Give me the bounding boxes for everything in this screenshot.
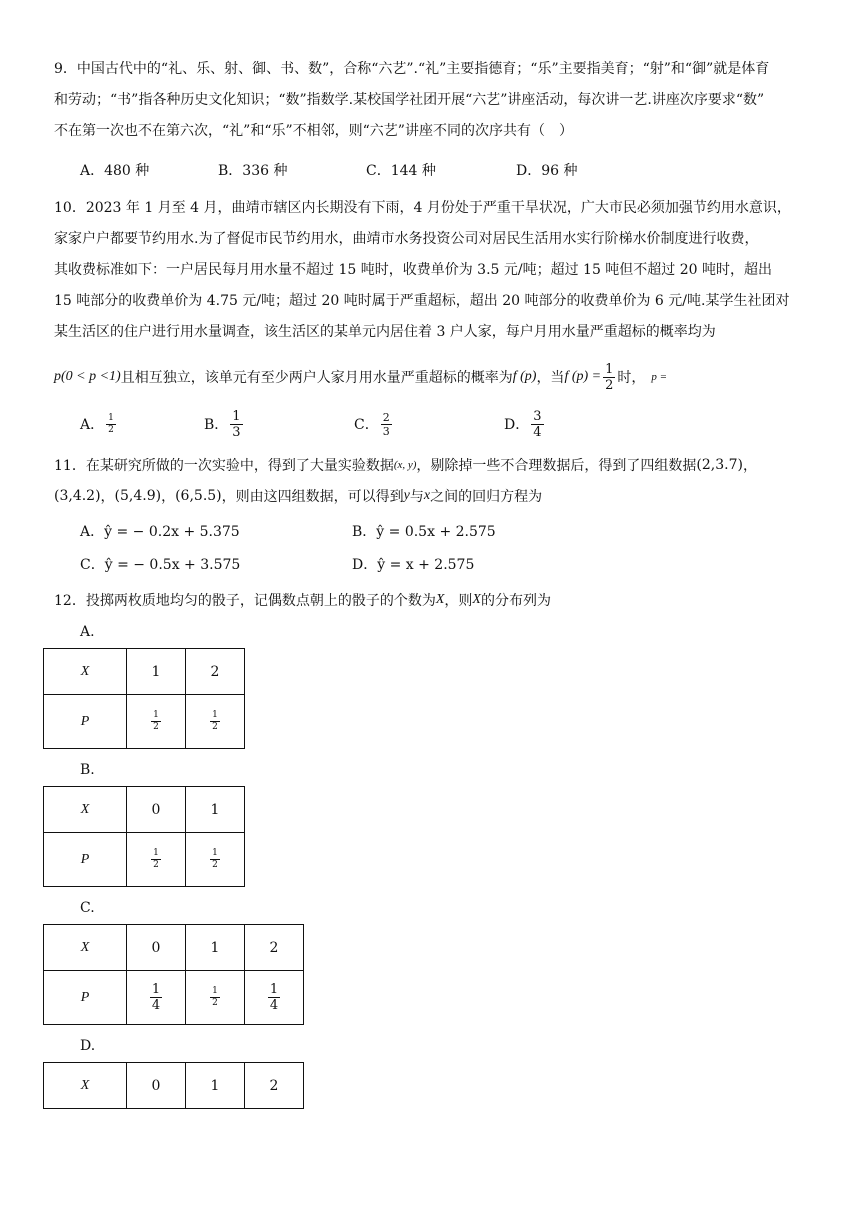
q12-option-a-table: [43, 648, 245, 749]
q9-option-a[interactable]: A．480 种: [80, 163, 150, 179]
q10-fp: f (p): [512, 369, 537, 384]
table-header-x: X: [44, 925, 127, 971]
q10-option-d[interactable]: D． $\frac{3}{4}$: [504, 408, 542, 440]
table-header-p: P: [44, 833, 127, 887]
q10-option-a-fraction: $\frac{1}{2}$: [108, 412, 114, 435]
table-cell: 2: [245, 925, 304, 971]
table-cell: $\frac{1}{2}$: [186, 695, 245, 749]
q11-option-b[interactable]: B．ŷ = 0.5x + 2.575: [352, 524, 496, 540]
q10-then: 时，: [617, 370, 646, 386]
question-9: [54, 54, 814, 147]
q10-option-b-fraction: $\frac{1}{3}$: [232, 408, 241, 440]
q9-option-b[interactable]: B．336 种: [218, 163, 288, 179]
q9-line-3: 不在第一次也不在第六次，“礼”和“乐”不相邻，则“六艺”讲座不同的次序共有（ ）: [54, 123, 573, 139]
q12-option-b-label[interactable]: B.: [80, 762, 95, 778]
q12-option-b-table: [43, 786, 245, 887]
table-cell: 0: [127, 1063, 186, 1109]
table-cell: $\frac{1}{2}$: [186, 971, 245, 1025]
q10-fp-eq: f (p) =: [564, 369, 602, 384]
q10-p-range: p(0 < p <1): [54, 369, 121, 384]
q12-option-c-label[interactable]: C.: [80, 900, 95, 916]
q10-line-2: 家家户户都要节约用水.为了督促市民节约用水，曲靖市水务投资公司对居民生活用水实行阶梯水价制度进行收费，: [54, 231, 759, 247]
table-header-p: P: [44, 695, 127, 749]
table-cell: 1: [186, 925, 245, 971]
q9-line-2: 和劳动；“书”指各种历史文化知识；“数”指数学.某校国学社团开展“六艺”讲座活动，每次讲一艺.讲座次序要求“数”: [54, 92, 765, 108]
table-cell: $\frac{1}{2}$: [127, 695, 186, 749]
q9-option-c[interactable]: C．144 种: [366, 163, 436, 179]
q11-option-d[interactable]: D．ŷ = x + 2.575: [352, 557, 475, 573]
table-cell: 1: [127, 649, 186, 695]
q10-option-d-fraction: $\frac{3}{4}$: [533, 408, 542, 440]
table-cell: 1: [186, 787, 245, 833]
table-cell: 2: [245, 1063, 304, 1109]
q11-options-row-1: [80, 516, 496, 546]
q9-options: [80, 155, 578, 185]
q11-line-1: 11．在某研究所做的一次实验中，得到了大量实验数据 (x, y) ，剔除掉一些不合理数据后，得到了四组数据 (2,3.7) ，: [54, 456, 757, 474]
q10-line-1: 10．2023 年 1 月至 4 月，曲靖市辖区内长期没有下雨，4 月份处于严重干旱状况，广大市民必须加强节约用水意识，: [54, 200, 791, 216]
q10-option-a[interactable]: A． $\frac{1}{2}$: [80, 412, 114, 435]
q12-option-d-table: [43, 1062, 304, 1109]
q10-option-c-fraction: $\frac{2}{3}$: [382, 410, 390, 438]
table-header-x: X: [44, 1063, 127, 1109]
q10-options: [80, 406, 546, 442]
q12-option-a-label[interactable]: A.: [80, 624, 95, 640]
table-cell: $\frac{1}{2}$: [127, 833, 186, 887]
table-cell: $\frac{1}{2}$: [186, 833, 245, 887]
table-header-p: P: [44, 971, 127, 1025]
q10-p-eq: p =: [651, 371, 668, 383]
q10-line-6-text: 且相互独立，该单元有至少两户人家月用水量严重超标的概率为: [120, 370, 513, 386]
q10-half-fraction: $\frac{1}{2}$: [605, 361, 614, 393]
table-cell: 0: [127, 787, 186, 833]
table-header-x: X: [44, 649, 127, 695]
question-10: [54, 193, 814, 348]
table-cell: $\frac{1}{4}$: [127, 971, 186, 1025]
q10-when: ，当: [536, 370, 565, 386]
table-cell: $\frac{1}{4}$: [245, 971, 304, 1025]
q10-line-3: 其收费标准如下：一户居民每月用水量不超过 15 吨时，收费单价为 3.5 元/吨；超过 15 吨但不超过 20 吨时，超出: [54, 262, 773, 278]
q9-option-d[interactable]: D．96 种: [516, 163, 578, 179]
q10-line-4: 15 吨部分的收费单价为 4.75 元/吨；超过 20 吨时属于严重超标，超出 20 吨部分的收费单价为 6 元/吨.某学生社团对: [54, 293, 790, 309]
q12-option-d-label[interactable]: D.: [80, 1038, 96, 1054]
table-header-x: X: [44, 787, 127, 833]
q10-option-b[interactable]: B． $\frac{1}{3}$: [204, 408, 241, 440]
table-cell: 1: [186, 1063, 245, 1109]
q11-line-2: (3,4.2) ， (5,4.9) ， (6,5.5) ，则由这四组数据，可以得到 y 与 x 之间的回归方程为: [54, 487, 543, 505]
q10-option-c[interactable]: C． $\frac{2}{3}$: [354, 410, 390, 438]
q11-options-row-2: [80, 549, 474, 579]
q12-stem: 12．投掷两枚质地均匀的骰子，记偶数点朝上的骰子的个数为 X ，则 X 的分布列为: [54, 591, 551, 609]
q11-option-a[interactable]: A．ŷ = − 0.2x + 5.375: [80, 524, 240, 540]
q10-line-6: [54, 360, 667, 394]
q10-line-5: 某生活区的住户进行用水量调查，该生活区的某单元内居住着 3 户人家，每户月用水量严重超标的概率均为: [54, 324, 716, 340]
table-cell: 2: [186, 649, 245, 695]
q11-option-c[interactable]: C．ŷ = − 0.5x + 3.575: [80, 557, 241, 573]
table-cell: 0: [127, 925, 186, 971]
q12-option-c-table: [43, 924, 304, 1025]
q9-line-1: 9．中国古代中的“礼、乐、射、御、书、数”，合称“六艺”.“礼”主要指德育；“乐”主要指美育；“射”和“御”就是体育: [54, 61, 770, 77]
